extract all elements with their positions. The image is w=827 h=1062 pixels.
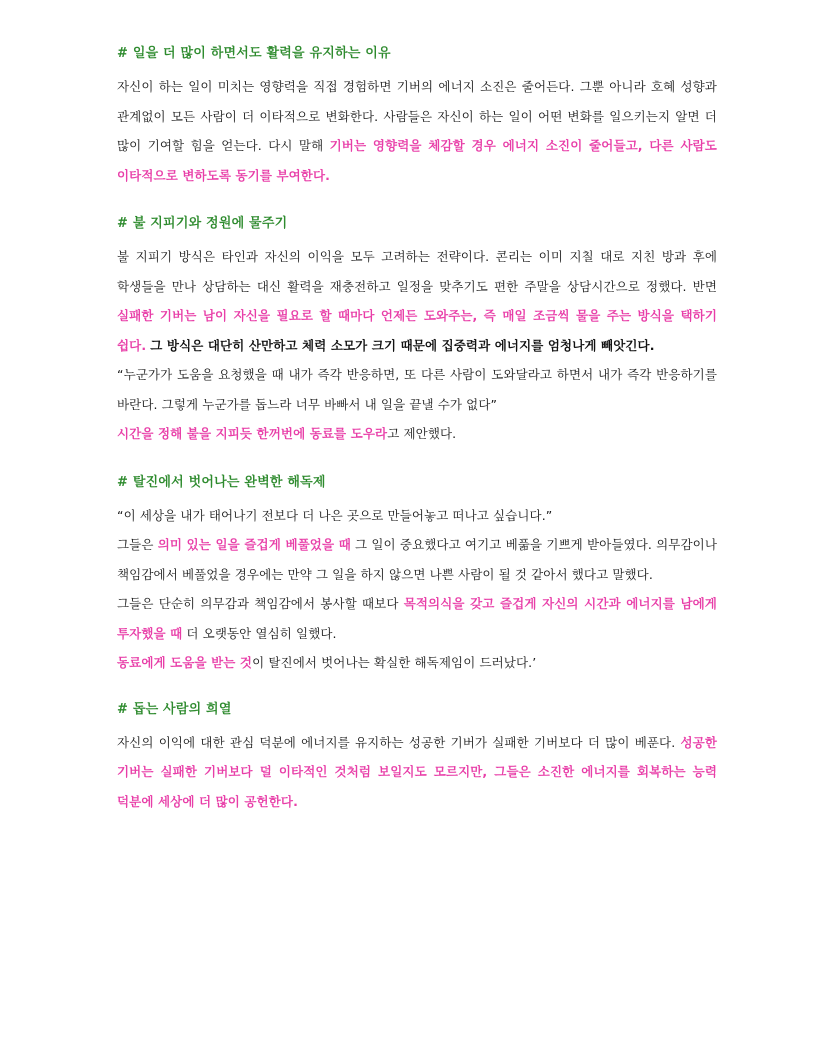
paragraph-quote: [117, 360, 717, 419]
text-run: 그들은 단순히 의무감과 책임감에서 봉사할 때보다: [117, 596, 404, 611]
paragraph-quote: [117, 501, 717, 531]
highlight-text: 동료에게 도움을 받는 것: [117, 655, 253, 670]
text-run: “누군가가 도움을 요청했을 때 내가 즉각 반응하면, 또 다른 사람이 도와달라고 하면서 내가 즉각 반응하기를 바란다. 그렇게 누군가를 돕느라 너무 바빠서 내 일을 끝낼 수가 없다”: [117, 367, 717, 412]
section-heading: # 일을 더 많이 하면서도 활력을 유지하는 이유: [117, 46, 391, 61]
text-run: 그들은: [117, 537, 158, 552]
highlight-text: 의미 있는 일을 즐겁게 베풀었을 때: [157, 537, 351, 552]
section-helpers-joy: [117, 700, 717, 817]
highlight-text: 시간을 정해 불을 지피듯 한꺼번에 동료를 도우라: [117, 426, 388, 441]
section-fire-and-garden: [117, 214, 717, 449]
highlight-text: 성공한 기버는 실패한 기버보다 덜 이타적인 것처럼 보일지도 모르지만, 그들은 소진한 에너지를 회복하는 능력 덕분에 세상에 더 많이 공헌한다.: [117, 734, 717, 809]
paragraph: [117, 728, 717, 817]
document-page: [117, 44, 717, 836]
highlight-text: 기버는 영향력을 체감할 경우 에너지 소진이 줄어들고, 다른 사람도 이타적으로 변하도록 동기를 부여한다.: [117, 138, 717, 183]
paragraph: [117, 419, 717, 449]
section-antidote: [117, 473, 717, 678]
bold-text: 그 방식은 대단히 산만하고 체력 소모가 크기 때문에 집중력과 에너지를 엄청나게 빼앗긴다.: [150, 337, 655, 353]
text-run: 더 오랫동안 열심히 일했다.: [182, 625, 337, 641]
paragraph: [117, 530, 717, 589]
highlight-text: 실패한 기버는 남이 자신을 필요로 할 때마다 언제든 도와주는, 즉 매일 조금씩 물을 주는 방식을 택하기 쉽다.: [117, 308, 717, 353]
section-energy: [117, 44, 717, 190]
paragraph: [117, 589, 717, 648]
paragraph: [117, 72, 717, 190]
section-heading: # 돕는 사람의 희열: [117, 701, 232, 717]
text-run: 자신의 이익에 대한 관심 덕분에 에너지를 유지하는 성공한 기버가 실패한 기버보다 더 많이 베푼다.: [117, 734, 681, 750]
section-heading: # 탈진에서 벗어나는 완벽한 해독제: [117, 474, 326, 490]
text-run: “이 세상을 내가 태어나기 전보다 더 나은 곳으로 만들어놓고 떠나고 싶습니다.”: [117, 507, 553, 523]
text-run: 고 제안했다.: [387, 426, 457, 441]
text-run: 불 지피기 방식은 타인과 자신의 이익을 모두 고려하는 전략이다. 콘리는 이미 지칠 대로 지친 방과 후에 학생들을 만나 상담하는 대신 활력을 재충전하고 일정을 맞추기도 편한 주말을 상담시간으로 정했다. 반면: [117, 249, 717, 294]
text-run: 이 탈진에서 벗어나는 확실한 해독제임이 드러났다.’: [252, 655, 537, 670]
section-heading: # 불 지피기와 정원에 물주기: [117, 216, 288, 231]
text-run: 그 일이 중요했다고 여기고 베풂을 기쁘게 받아들였다. 의무감이나 책임감에서 베풀었을 경우에는 만약 그 일을 하지 않으면 나쁜 사람이 될 것 같아서 했다고 말했다.: [117, 537, 717, 582]
text-run: 자신이 하는 일이 미치는 영향력을 직접 경험하면 기버의 에너지 소진은 줄어든다. 그뿐 아니라 호혜 성향과 관계없이 모든 사람이 더 이타적으로 변화한다. 사람들은 자신이 하는 일이 어떤 변화를 일으키는지 알면 더 많이 기여할 힘을 얻는다. 다시 말해: [117, 79, 717, 153]
highlight-text: 목적의식을 갖고 즐겁게 자신의 시간과 에너지를 남에게 투자했을 때: [117, 596, 717, 641]
paragraph: [117, 242, 717, 360]
paragraph: [117, 648, 717, 678]
